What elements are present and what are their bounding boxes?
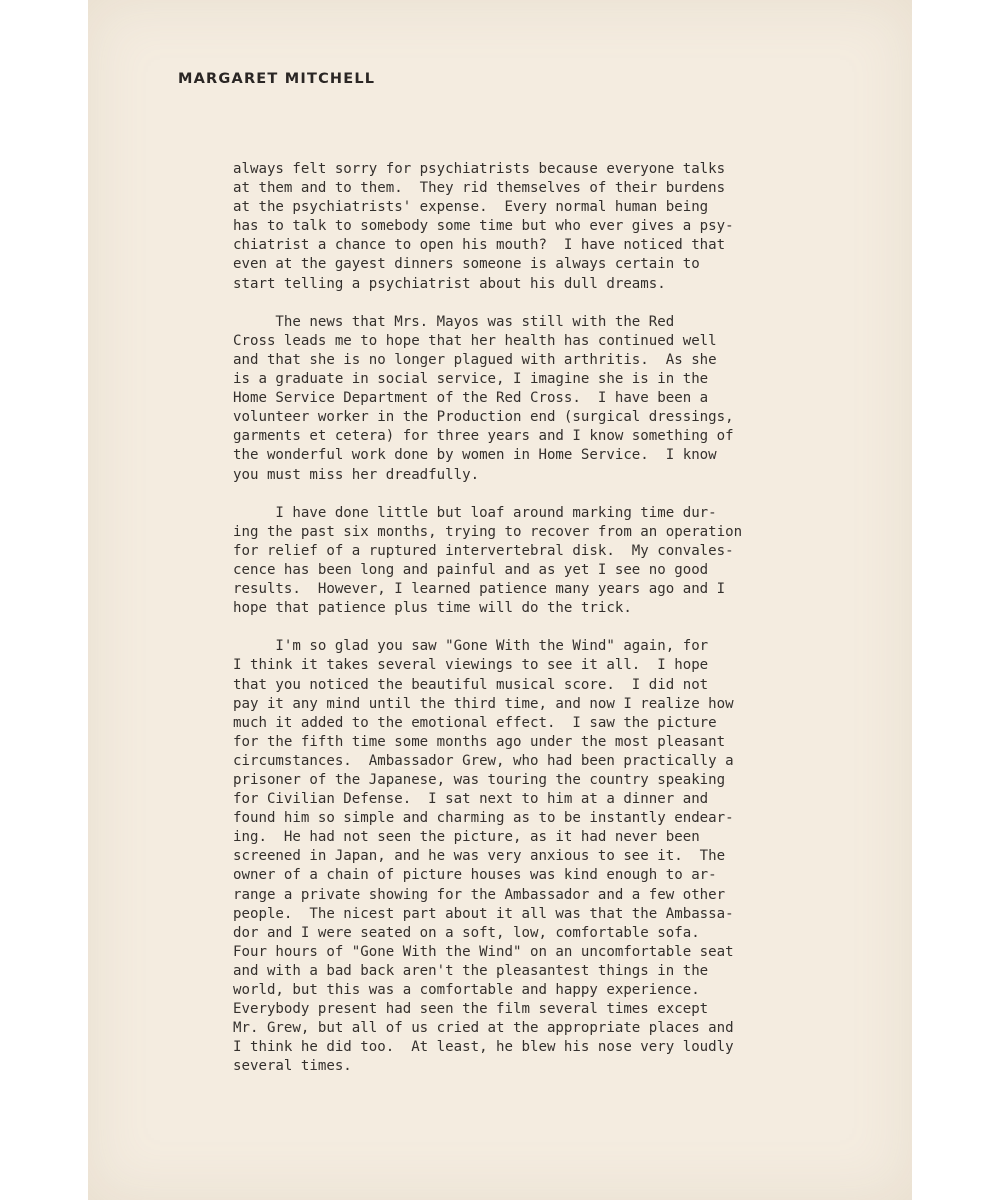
text-line: garments et cetera) for three years and I know something of bbox=[233, 428, 734, 445]
text-line: volunteer worker in the Production end (surgical dressings, bbox=[233, 409, 734, 426]
text-line: prisoner of the Japanese, was touring the country speaking bbox=[233, 772, 726, 788]
text-line: screened in Japan, and he was very anxious to see it. The bbox=[233, 848, 726, 865]
text-line: chiatrist a chance to open his mouth? I have noticed that bbox=[233, 237, 726, 254]
text-line: hope that patience plus time will do the trick. bbox=[233, 600, 632, 617]
letter-body bbox=[233, 160, 833, 1077]
text-line: I have done little but loaf around marking time dur- bbox=[233, 504, 717, 521]
paragraph-3 bbox=[233, 504, 833, 619]
text-line: Cross leads me to hope that her health has continued well bbox=[233, 332, 717, 349]
text-line: the wonderful work done by women in Home Service. I know bbox=[233, 447, 717, 464]
text-line: for Civilian Defense. I sat next to him at a dinner and bbox=[233, 791, 709, 808]
text-line: Four hours of "Gone With the Wind" on an uncomfortable seat bbox=[233, 943, 734, 960]
text-line: owner of a chain of picture houses was kind enough to ar- bbox=[233, 867, 717, 884]
paragraph-gap bbox=[233, 485, 833, 504]
text-line: ing the past six months, trying to recover from an operation bbox=[233, 523, 743, 540]
text-line: at the psychiatrists' expense. Every normal human being bbox=[233, 199, 709, 216]
text-line: at them and to them. They rid themselves of their burdens bbox=[233, 180, 726, 197]
text-line: I think he did too. At least, he blew his nose very loudly bbox=[233, 1039, 734, 1056]
text-line: several times. bbox=[233, 1058, 352, 1075]
paragraph-2 bbox=[233, 313, 833, 485]
text-line: The news that Mrs. Mayos was still with the Red bbox=[233, 313, 675, 330]
text-line: even at the gayest dinners someone is always certain to bbox=[233, 256, 700, 273]
text-line: pay it any mind until the third time, and now I realize how bbox=[233, 695, 734, 712]
text-line: for the fifth time some months ago under the most pleasant bbox=[233, 733, 726, 750]
text-line: Home Service Department of the Red Cross. I have been a bbox=[233, 390, 709, 407]
text-line: Mr. Grew, but all of us cried at the appropriate places and bbox=[233, 1020, 734, 1037]
text-line: much it added to the emotional effect. I saw the picture bbox=[233, 714, 717, 731]
text-line: found him so simple and charming as to be instantly endear- bbox=[233, 810, 734, 827]
text-line: always felt sorry for psychiatrists because everyone talks bbox=[233, 161, 726, 177]
text-line: has to talk to somebody some time but who ever gives a psy- bbox=[233, 218, 734, 235]
paragraph-gap bbox=[233, 618, 833, 637]
text-line: and with a bad back aren't the pleasantest things in the bbox=[233, 962, 709, 979]
text-line: for relief of a ruptured intervertebral disk. My convales- bbox=[233, 542, 734, 559]
paragraph-1 bbox=[233, 160, 833, 294]
text-line: I'm so glad you saw "Gone With the Wind" again, for bbox=[233, 638, 709, 655]
letter-page bbox=[88, 0, 912, 1200]
text-line: is a graduate in social service, I imagine she is in the bbox=[233, 371, 709, 388]
letterhead: MARGARET MITCHELL bbox=[178, 71, 376, 87]
text-line: I think it takes several viewings to see it all. I hope bbox=[233, 657, 709, 674]
paragraph-gap bbox=[233, 294, 833, 313]
paragraph-4 bbox=[233, 637, 833, 1076]
text-line: and that she is no longer plagued with arthritis. As she bbox=[233, 351, 717, 368]
text-line: people. The nicest part about it all was that the Ambassa- bbox=[233, 905, 734, 922]
text-line: you must miss her dreadfully. bbox=[233, 466, 480, 483]
text-line: results. However, I learned patience many years ago and I bbox=[233, 581, 726, 598]
text-line: that you noticed the beautiful musical score. I did not bbox=[233, 676, 709, 693]
text-line: Everybody present had seen the film several times except bbox=[233, 1001, 709, 1018]
text-line: range a private showing for the Ambassador and a few other bbox=[233, 886, 726, 903]
text-line: world, but this was a comfortable and happy experience. bbox=[233, 982, 700, 999]
text-line: ing. He had not seen the picture, as it had never been bbox=[233, 829, 700, 846]
text-line: circumstances. Ambassador Grew, who had been practically a bbox=[233, 752, 734, 769]
text-line: cence has been long and painful and as yet I see no good bbox=[233, 561, 709, 578]
text-line: dor and I were seated on a soft, low, comfortable sofa. bbox=[233, 924, 700, 941]
text-line: start telling a psychiatrist about his dull dreams. bbox=[233, 275, 666, 292]
